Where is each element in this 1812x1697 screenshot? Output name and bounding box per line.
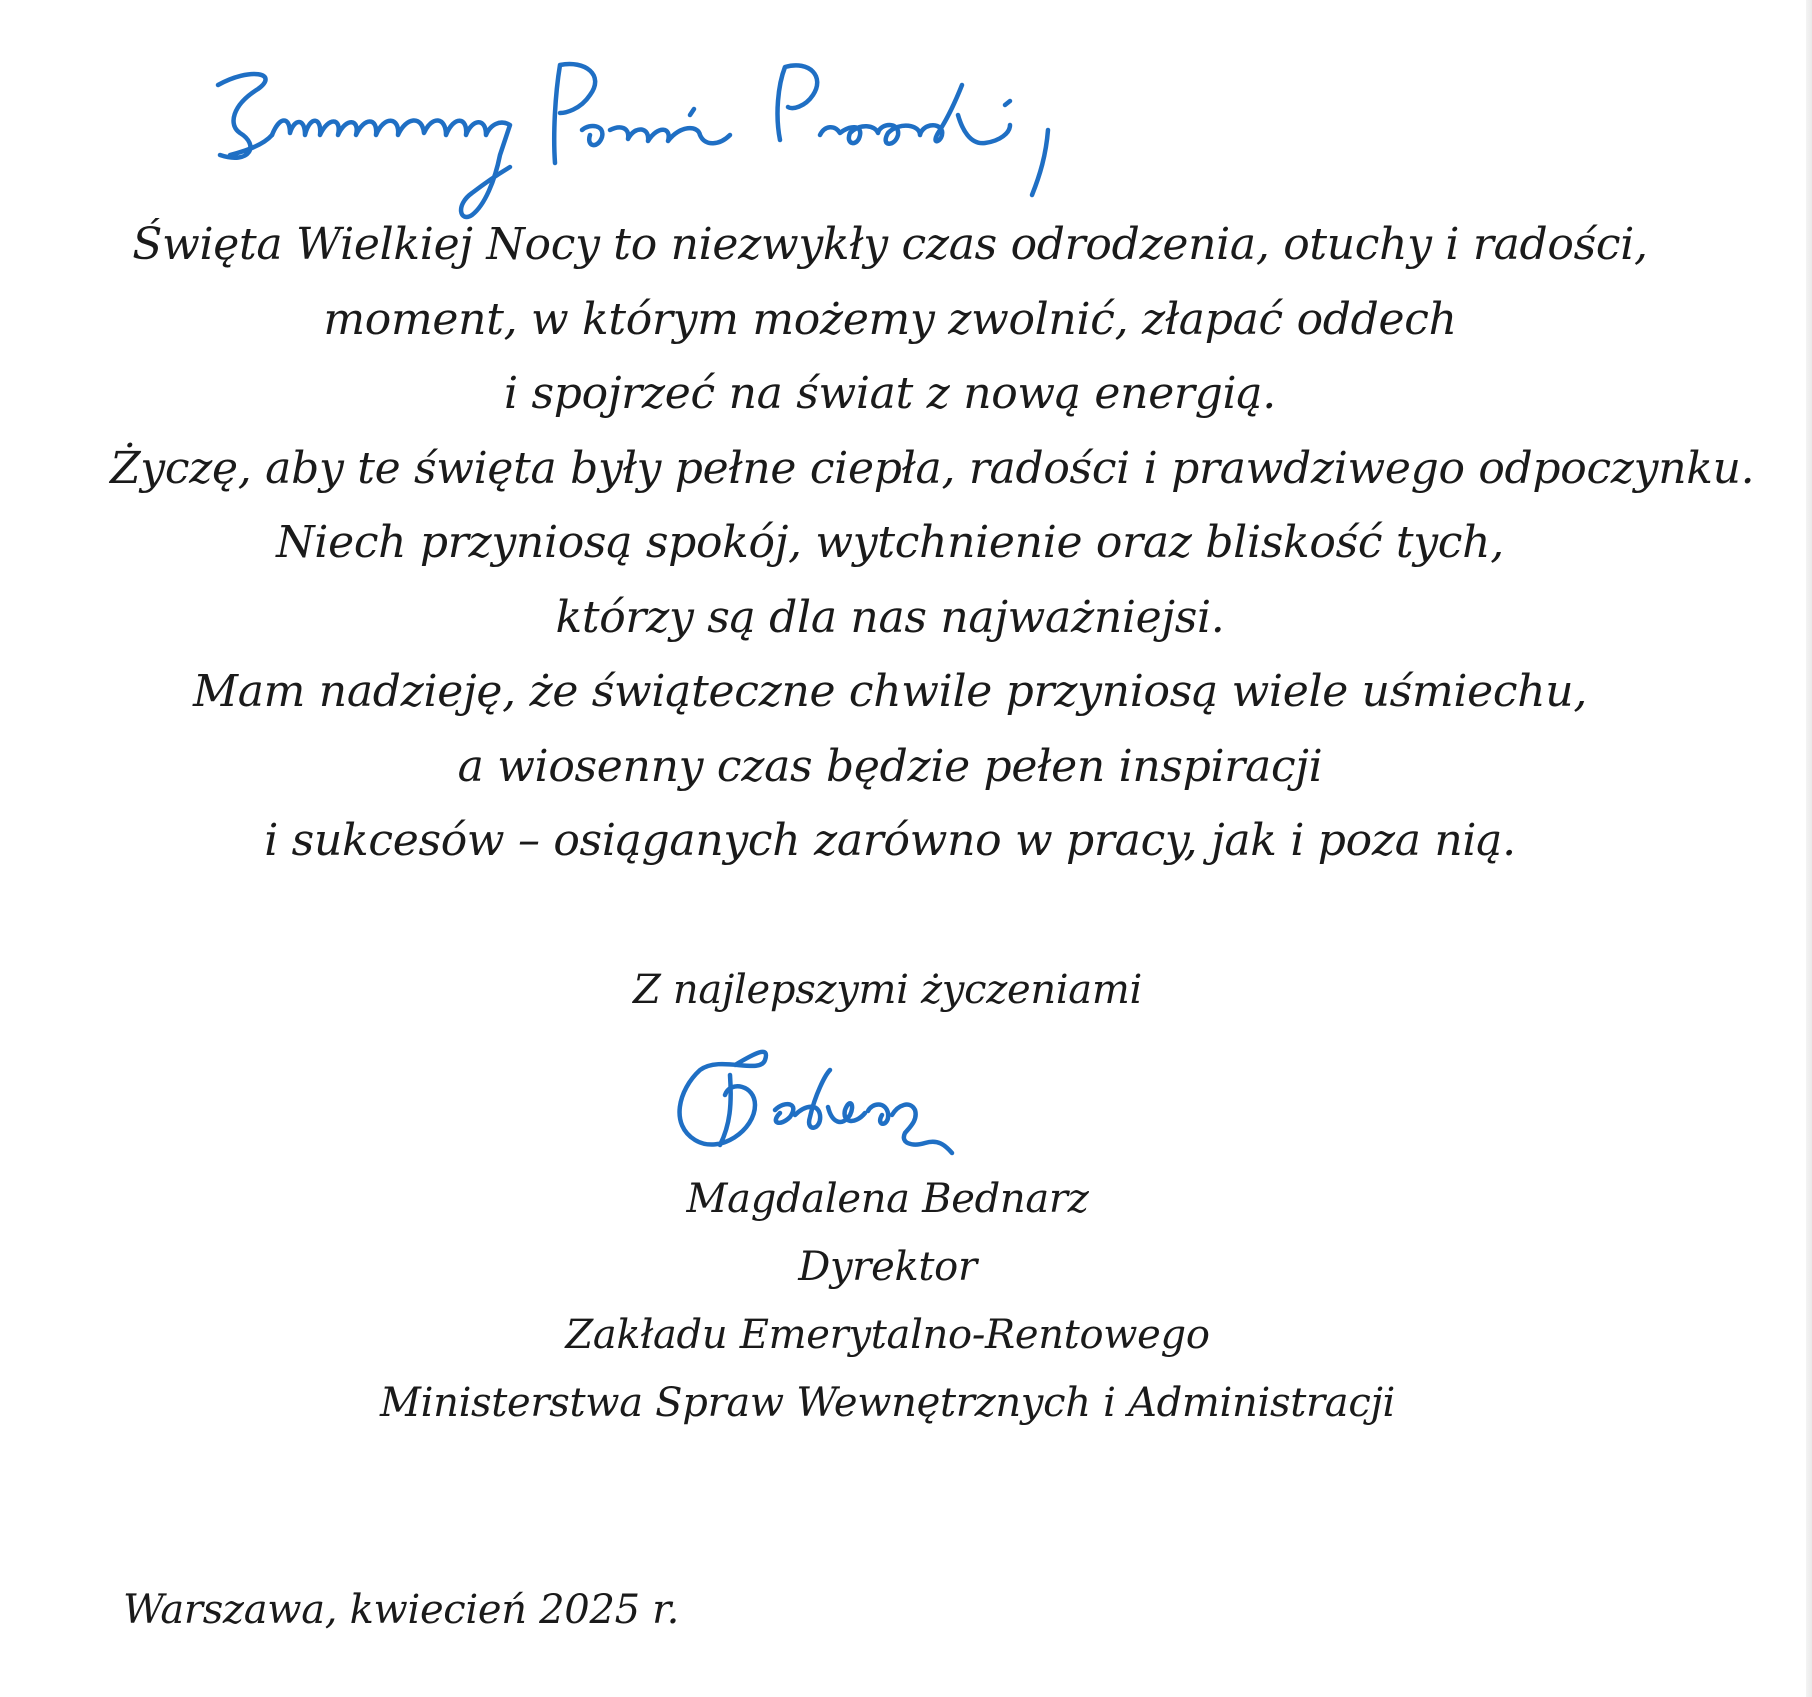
letter-line: a wiosenny czas będzie pełen inspiracji xyxy=(457,740,1323,792)
signatory-institution-line-2: Ministerstwa Spraw Wewnętrznych i Administracji xyxy=(379,1380,1396,1426)
letter-line: moment, w którym możemy zwolnić, złapać oddech xyxy=(323,293,1457,345)
letter-body xyxy=(110,208,1755,879)
signatory-institution-line-1: Zakładu Emerytalno-Rentowego xyxy=(565,1312,1210,1358)
letter-line: Mam nadzieję, że świąteczne chwile przyniosą wiele uśmiechu, xyxy=(192,666,1588,717)
letter-line: Niech przyniosą spokój, wytchnienie oraz bliskość tych, xyxy=(276,517,1504,568)
scan-edge xyxy=(1806,0,1812,1697)
letter-line: i spojrzeć na świat z nową energią. xyxy=(504,368,1276,419)
signatory-title: Dyrektor xyxy=(798,1244,977,1290)
letter-line: Święta Wielkiej Nocy to niezwykły czas odrodzenia, otuchy i radości, xyxy=(132,219,1648,270)
letter-line: którzy są dla nas najważniejsi. xyxy=(555,591,1225,643)
signatory-name: Magdalena Bednarz xyxy=(686,1176,1089,1222)
letter-line: i sukcesów – osiąganych zarówno w pracy, jak i poza nią. xyxy=(264,815,1516,866)
place-and-date: Warszawa, kwiecień 2025 r. xyxy=(123,1587,680,1633)
handwritten-greeting xyxy=(210,55,1210,225)
signatory-block xyxy=(0,1165,1775,1437)
letter-line: Życzę, aby te święta były pełne ciepła, radości i prawdziwego odpoczynku. xyxy=(110,442,1755,494)
closing-phrase: Z najlepszymi życzeniami xyxy=(633,967,1142,1013)
handwritten-signature xyxy=(660,1035,1010,1165)
